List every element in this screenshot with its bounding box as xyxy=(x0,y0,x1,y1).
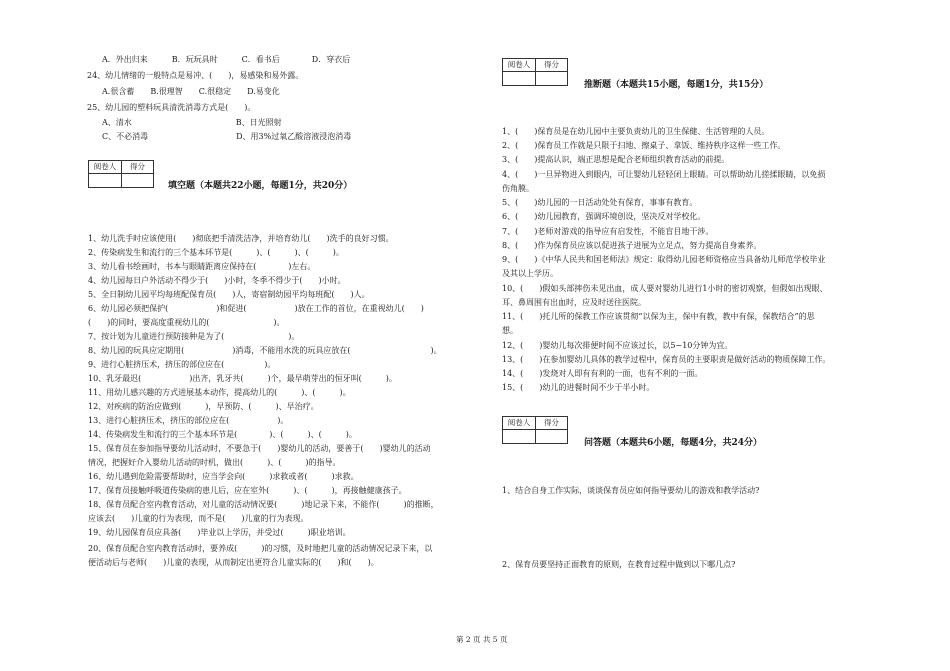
fill-line: 15、保育员在参加指导要幼儿活动时，不要急于( )婴幼儿的活动，要善于( )婴幼儿的活动 xyxy=(88,444,431,453)
tf-line: 6、( )幼儿园教育，强调环境创设，坚决反对学校化。 xyxy=(502,212,706,221)
fill-line: 便活动后与老师( )儿童的表现，从而制定出更符合儿童实际的( )和( )。 xyxy=(88,558,379,567)
tf-line: 8、( )作为保育员应该以促进孩子进展为立足点，努力提高自身素养。 xyxy=(502,241,762,250)
fill-line: 16、幼儿遇到危险需要帮助时，应当学会向( )求救或者( )求救。 xyxy=(88,472,359,481)
qa-line: 2、保育员要坚持正面教育的原则，在教育过程中做到以下哪几点? xyxy=(502,560,736,569)
fill-line: 9、进行心脏挤压术，挤压的部位应在( )。 xyxy=(88,360,276,369)
fill-line: 20、保育员配合室内教育活动时，要养成( )的习惯，及时地把儿童的活动情况记录下来，以 xyxy=(88,544,433,553)
fill-line: 3、幼儿看书绘画时，书本与眼睛距离应保持在( )左右。 xyxy=(88,262,316,271)
fill-line: 7、按计划为儿童进行预防接种是为了( )。 xyxy=(88,332,300,341)
tf-line: 及其以上学历。 xyxy=(502,269,558,278)
mc-option-line: C、不必消毒 D、用3%过氧乙酸溶液浸泡消毒 xyxy=(102,132,352,141)
fill-line: 6、幼儿园必须把保护( )和促进( )放在工作的首位，在重视幼儿( ) xyxy=(88,304,424,313)
score-box-judgement xyxy=(502,58,568,86)
tf-line: 4、( )一旦异物进入到眼内，可让婴幼儿轻轻闭上眼睛。可以帮助幼儿搓揉眼睛，以免损 xyxy=(502,170,826,179)
fill-line: 1、幼儿洗手时应该使用( )彻底把手清洗洁净，并培育幼儿( )洗手的良好习惯。 xyxy=(88,234,394,243)
tf-line: 13、( )在参加婴幼儿具体的教学过程中，保育员的主要职责是做好活动的物质保障工作。 xyxy=(502,355,831,364)
tf-line: 1、( )保育员是在幼儿园中主要负责幼儿的卫生保健、生活管理的人员。 xyxy=(502,127,770,136)
tf-line: 5、( )幼儿园的一日活动处处有保育，事事有教育。 xyxy=(502,198,698,207)
tf-line: 3、( )提高认识，端正思想是配合老师组织教育活动的前提。 xyxy=(502,155,730,164)
fill-line: 13、进行心脏挤压术，挤压的部位应在( )。 xyxy=(88,416,289,425)
mc-option-line: A、清水 B、日光照射 xyxy=(102,118,282,127)
mc-option-line: A.很含蓄 B.很理智 C.很稳定 D.易变化 xyxy=(102,87,280,96)
fill-line: 应该去( )儿童的行为表现，而不是( )儿童的行为表现。 xyxy=(88,514,309,523)
tf-line: 7、( )老师对游戏的指导应有启发性，不能盲目地干涉。 xyxy=(502,227,714,236)
score-box-fill xyxy=(88,160,154,188)
fill-line: 11、用幼儿感兴趣的方式进展基本动作，提高幼儿的( )、( )。 xyxy=(88,388,351,397)
fill-line: 12、对疾病的防治应做到( )，早预防、( )、早治疗。 xyxy=(88,402,319,411)
mc-option-line: A．外出归来 B．玩玩具时 C．看书后 D．穿衣后 xyxy=(102,55,351,64)
tf-line: 11、( )托儿所的保教工作应该贯彻“以保为主，保中有教，教中有保，保教结合”的思 xyxy=(502,312,815,321)
fill-line: 8、幼儿园的玩具应定期用( )消毒，不能用水洗的玩具应放在( )。 xyxy=(88,346,442,355)
fill-line: 10、乳牙最迟( )出齐，乳牙共( )个，最早萌芽出的恒牙叫( )。 xyxy=(88,374,397,383)
reviewer-label: 阅卷人 xyxy=(503,417,535,430)
score-label: 得分 xyxy=(122,161,153,174)
qa-line: 1、结合自身工作实际，谈谈保育员应如何指导要幼儿的游戏和教学活动? xyxy=(502,486,760,495)
tf-line: 想。 xyxy=(502,326,518,335)
fill-line: 2、传染病发生和流行的三个基本环节是( )、( )、( )。 xyxy=(88,248,344,257)
fill-line: 14、传染病发生和流行的三个基本环节是( )、( )、( )。 xyxy=(88,430,357,439)
tf-line: 耳、鼻周围有出血时，应及时送往医院。 xyxy=(502,298,646,307)
fill-line: ( )的同时，要高度重视幼儿的( )。 xyxy=(88,318,285,327)
reviewer-label: 阅卷人 xyxy=(503,59,535,72)
page-number: 第 2 页 共 5 页 xyxy=(456,635,508,644)
tf-line: 10、( )假如头部摔伤未见出血，成人要对婴幼儿进行1小时的密切观察，但假如出现眼、 xyxy=(502,284,828,293)
fill-line: 18、保育员配合室内教育活动，对儿童的活动情况要( )地记录下来，不能作( )的推断， xyxy=(88,500,439,509)
fill-line: 4、幼儿园每日户外活动不得少于( )小时，冬季不得少于( )小时。 xyxy=(88,276,346,285)
tf-line: 2、( )保育员工作就是只限于扫地、擦桌子、拿饭、维持秩序这样一些工作。 xyxy=(502,141,786,150)
score-label: 得分 xyxy=(536,59,567,72)
tf-line: 15、( )幼儿的进餐时间不少于半小时。 xyxy=(502,383,655,392)
reviewer-label: 阅卷人 xyxy=(89,161,121,174)
fill-line: 19、幼儿园保育员应具备( )毕业以上学历，并受过( )职业培训。 xyxy=(88,528,351,537)
fill-line: 5、全日制幼儿园平均每班配保育员( )人，寄宿制幼园平均每班配( )人。 xyxy=(88,290,370,299)
qa-section-title: 问答题（本题共6小题，每题4分，共24分） xyxy=(584,438,763,448)
score-box-qa xyxy=(502,416,568,444)
mc-question-24: 24、幼儿情绪的一般特点是易冲、( )，易感染和易外露。 xyxy=(87,71,304,80)
judgement-section-title: 推断题（本题共15小题，每题1分，共15分） xyxy=(584,80,769,90)
tf-line: 12、( )婴幼儿每次排便时间不应该过长，以5~10分钟为宜。 xyxy=(502,341,733,350)
fill-line: 情况，把握好介入婴幼儿活动的时机，做出( )、( )的指导。 xyxy=(88,458,341,467)
tf-line: 14、( )发烧对人即有有利的一面，也有不利的一面。 xyxy=(502,369,703,378)
mc-question-25: 25、幼儿园的塑料玩具清洗消毒方式是( )。 xyxy=(87,103,256,112)
tf-line: 伤角膜。 xyxy=(502,184,534,193)
fill-line: 17、保育员接触呼吸道传染病的患儿后，应在室外( )、( )，再接触健康孩子。 xyxy=(88,486,407,495)
score-label: 得分 xyxy=(536,417,567,430)
fill-section-title: 填空题（本题共22小题，每题1分，共20分） xyxy=(168,181,353,191)
tf-line: 9、( )《中华人民共和国老师法》规定：取得幼儿园老师资格应当具备幼儿师范学校毕业 xyxy=(502,255,826,264)
